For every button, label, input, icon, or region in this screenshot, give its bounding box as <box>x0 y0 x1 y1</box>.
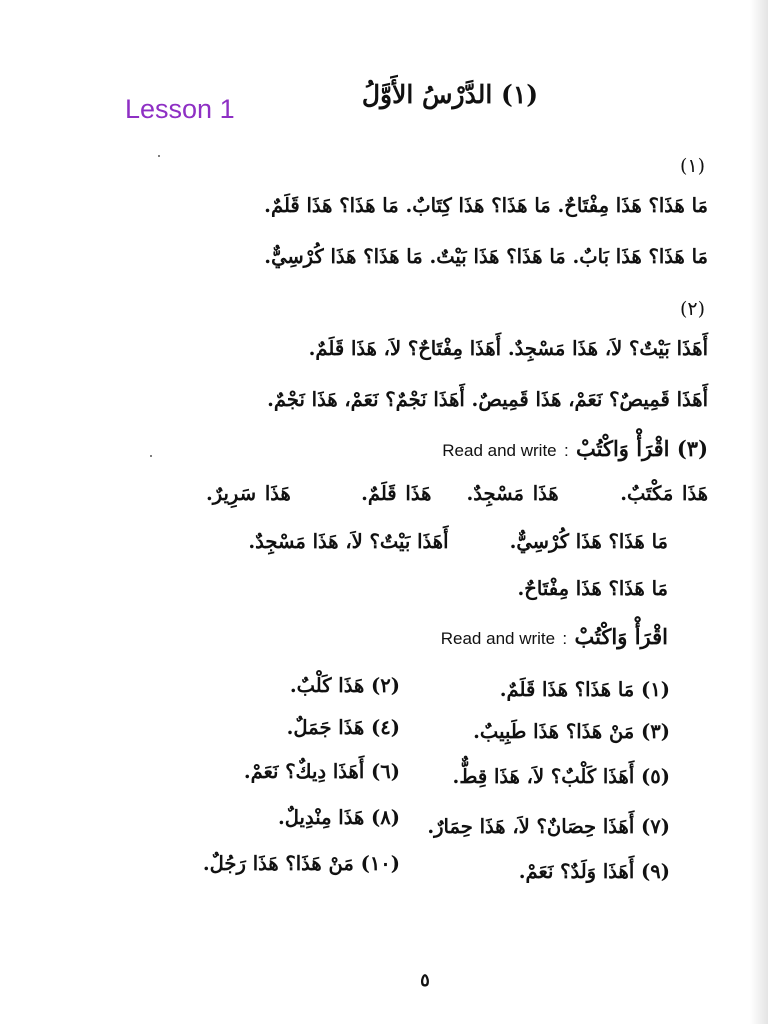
section4-heading <box>441 624 668 649</box>
section3-number: (٣) <box>676 436 708 461</box>
section4-heading-en: Read and write <box>440 629 556 648</box>
item-number: (٩) <box>641 860 670 883</box>
exercise-item <box>287 716 400 739</box>
sentence: هَذَا قَلَمٌ. <box>361 482 432 505</box>
item-text: هَذَا جَمَلٌ. <box>286 716 365 739</box>
item-text: أَهَذَا حِصَانٌ؟ لاَ، هَذَا حِمَارٌ. <box>427 815 635 838</box>
speck <box>150 455 152 457</box>
section2-line: أَهَذَا قَمِيصٌ؟ نَعَمْ، هَذَا قَمِيصٌ. أَهَذَا نَجْمٌ؟ نَعَمْ، هَذَا نَجْمٌ. <box>267 388 708 411</box>
item-number: (٦) <box>371 760 400 783</box>
item-text: مَنْ هَذَا؟ هَذَا رَجُلٌ. <box>202 852 354 875</box>
section1-number: (١) <box>680 155 706 177</box>
section3-heading-ar: اقْرَأْ وَاكْتُبْ <box>575 436 670 461</box>
item-text: هَذَا كَلْبٌ. <box>289 674 365 697</box>
section3-separator: : <box>563 441 569 460</box>
section1-line: مَا هَذَا؟ هَذَا بَابٌ. مَا هَذَا؟ هَذَا بَيْتٌ. مَا هَذَا؟ هَذَا كُرْسِيٌّ. <box>264 245 708 268</box>
lesson-label: Lesson 1 <box>125 94 235 124</box>
item-number: (٥) <box>641 765 670 788</box>
section4-heading-ar: اقْرَأْ وَاكْتُبْ <box>574 624 668 649</box>
item-number: (١٠) <box>360 852 400 875</box>
item-text: هَذَا مِنْدِيلٌ. <box>277 806 365 829</box>
exercise-item <box>519 860 670 883</box>
exercise-item <box>203 852 400 875</box>
exercise-item <box>427 815 670 838</box>
item-number: (٤) <box>371 716 400 739</box>
lesson-title: (١) الدَّرْسُ الأَوَّلُ <box>361 80 539 109</box>
section3-line1 <box>206 482 708 505</box>
exercise-item <box>244 760 400 783</box>
exercise-item <box>473 720 670 743</box>
sentence: هَذَا مَكْتَبٌ. <box>620 482 708 505</box>
section3-heading <box>442 436 708 461</box>
sentence: هَذَا سَرِيرٌ. <box>205 482 291 505</box>
sentence: هَذَا مَسْجِدٌ. <box>466 482 559 505</box>
section2-line: أَهَذَا بَيْتٌ؟ لاَ، هَذَا مَسْجِدٌ. أَهَذَا مِفْتَاحٌ؟ لاَ، هَذَا قَلَمٌ. <box>308 337 708 360</box>
item-number: (٣) <box>641 720 670 743</box>
item-number: (٢) <box>371 674 400 697</box>
item-text: أَهَذَا وَلَدٌ؟ نَعَمْ. <box>518 860 635 883</box>
item-text: أَهَذَا دِيكٌ؟ نَعَمْ. <box>243 760 365 783</box>
sentence: أَهَذَا بَيْتٌ؟ لاَ، هَذَا مَسْجِدٌ. <box>248 530 449 553</box>
item-text: مَا هَذَا؟ هَذَا قَلَمٌ. <box>499 678 635 701</box>
section3-line2 <box>248 530 668 553</box>
exercise-item <box>278 806 400 829</box>
page-edge-shadow <box>750 0 768 1024</box>
exercise-item <box>453 765 670 788</box>
section2-number: (٢) <box>680 298 706 320</box>
item-text: أَهَذَا كَلْبٌ؟ لاَ، هَذَا قِطٌّ. <box>452 765 635 788</box>
sentence: مَا هَذَا؟ هَذَا كُرْسِيٌّ. <box>509 530 668 553</box>
exercise-item <box>290 674 400 697</box>
section3-heading-en: Read and write <box>442 441 557 460</box>
section3-line3: مَا هَذَا؟ هَذَا مِفْتَاحٌ. <box>517 577 668 600</box>
section1-line: مَا هَذَا؟ هَذَا مِفْتَاحٌ. مَا هَذَا؟ هَذَا كِتَابٌ. مَا هَذَا؟ هَذَا قَلَمٌ. <box>264 194 708 217</box>
page-number: ٥ <box>420 970 430 991</box>
section4-separator: : <box>562 629 568 648</box>
item-number: (٧) <box>641 815 670 838</box>
item-number: (١) <box>641 678 670 701</box>
speck <box>158 155 160 157</box>
exercise-item <box>500 678 670 701</box>
item-text: مَنْ هَذَا؟ هَذَا طَبِيبٌ. <box>473 720 635 743</box>
item-number: (٨) <box>371 806 400 829</box>
